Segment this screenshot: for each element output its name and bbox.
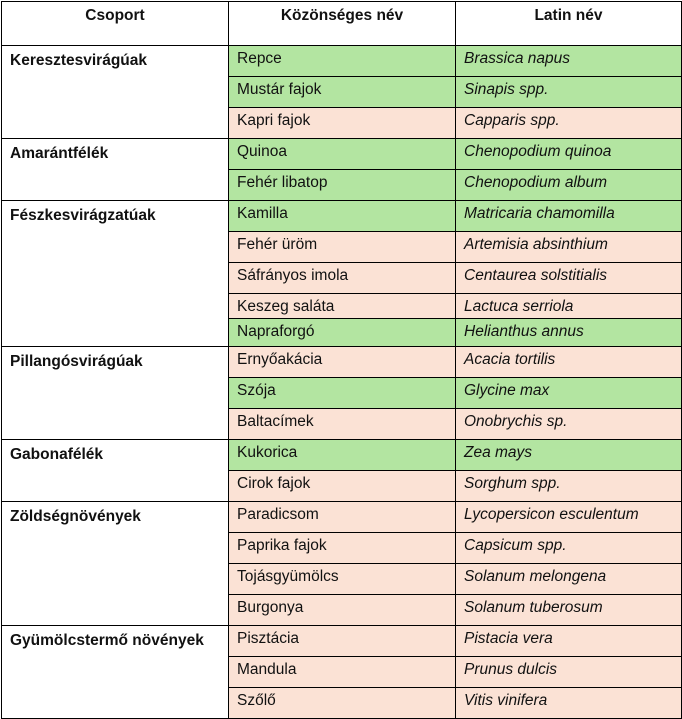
latin-name: Sinapis spp. bbox=[456, 77, 682, 108]
latin-name: Solanum melongena bbox=[456, 564, 682, 595]
group-name: Fészkesvirágzatúak bbox=[2, 201, 229, 347]
latin-name: Acacia tortilis bbox=[456, 347, 682, 378]
latin-name: Brassica napus bbox=[456, 46, 682, 77]
common-name: Pisztácia bbox=[229, 626, 456, 657]
common-name: Baltacímek bbox=[229, 409, 456, 440]
common-name: Sáfrányos imola bbox=[229, 263, 456, 294]
table-row bbox=[2, 502, 682, 533]
common-name: Mustár fajok bbox=[229, 77, 456, 108]
group-name: Gabonafélék bbox=[2, 440, 229, 502]
latin-name: Glycine max bbox=[456, 378, 682, 409]
common-name: Ernyőakácia bbox=[229, 347, 456, 378]
common-name: Burgonya bbox=[229, 595, 456, 626]
group-name: Pillangósvirágúak bbox=[2, 347, 229, 440]
group-name: Keresztesvirágúak bbox=[2, 46, 229, 139]
common-name: Keszeg saláta bbox=[229, 294, 456, 319]
common-name: Cirok fajok bbox=[229, 471, 456, 502]
latin-name: Prunus dulcis bbox=[456, 657, 682, 688]
latin-name: Capparis spp. bbox=[456, 108, 682, 139]
common-name: Quinoa bbox=[229, 139, 456, 170]
common-name: Paradicsom bbox=[229, 502, 456, 533]
table-row bbox=[2, 626, 682, 657]
latin-name: Lactuca serriola bbox=[456, 294, 682, 319]
latin-name: Onobrychis sp. bbox=[456, 409, 682, 440]
plant-table bbox=[1, 1, 682, 719]
table-row bbox=[2, 440, 682, 471]
latin-name: Centaurea solstitialis bbox=[456, 263, 682, 294]
group-name: Gyümölcstermő növények bbox=[2, 626, 229, 719]
header-group: Csoport bbox=[2, 2, 229, 46]
latin-name: Zea mays bbox=[456, 440, 682, 471]
latin-name: Vitis vinifera bbox=[456, 688, 682, 719]
common-name: Szőlő bbox=[229, 688, 456, 719]
common-name: Paprika fajok bbox=[229, 533, 456, 564]
latin-name: Chenopodium quinoa bbox=[456, 139, 682, 170]
latin-name: Artemisia absinthium bbox=[456, 232, 682, 263]
header-common-name: Közönséges név bbox=[229, 2, 456, 46]
header-row bbox=[2, 2, 682, 46]
latin-name: Pistacia vera bbox=[456, 626, 682, 657]
common-name: Mandula bbox=[229, 657, 456, 688]
latin-name: Solanum tuberosum bbox=[456, 595, 682, 626]
latin-name: Matricaria chamomilla bbox=[456, 201, 682, 232]
group-name: Amarántfélék bbox=[2, 139, 229, 201]
group-name: Zöldségnövények bbox=[2, 502, 229, 626]
latin-name: Chenopodium album bbox=[456, 170, 682, 201]
common-name: Kukorica bbox=[229, 440, 456, 471]
table-row bbox=[2, 46, 682, 77]
table-row bbox=[2, 139, 682, 170]
common-name: Repce bbox=[229, 46, 456, 77]
latin-name: Sorghum spp. bbox=[456, 471, 682, 502]
common-name: Kamilla bbox=[229, 201, 456, 232]
common-name: Fehér libatop bbox=[229, 170, 456, 201]
latin-name: Lycopersicon esculentum bbox=[456, 502, 682, 533]
header-latin-name: Latin név bbox=[456, 2, 682, 46]
common-name: Szója bbox=[229, 378, 456, 409]
latin-name: Capsicum spp. bbox=[456, 533, 682, 564]
common-name: Napraforgó bbox=[229, 319, 456, 347]
common-name: Fehér üröm bbox=[229, 232, 456, 263]
table-row bbox=[2, 347, 682, 378]
common-name: Kapri fajok bbox=[229, 108, 456, 139]
common-name: Tojásgyümölcs bbox=[229, 564, 456, 595]
table-row bbox=[2, 201, 682, 232]
latin-name: Helianthus annus bbox=[456, 319, 682, 347]
